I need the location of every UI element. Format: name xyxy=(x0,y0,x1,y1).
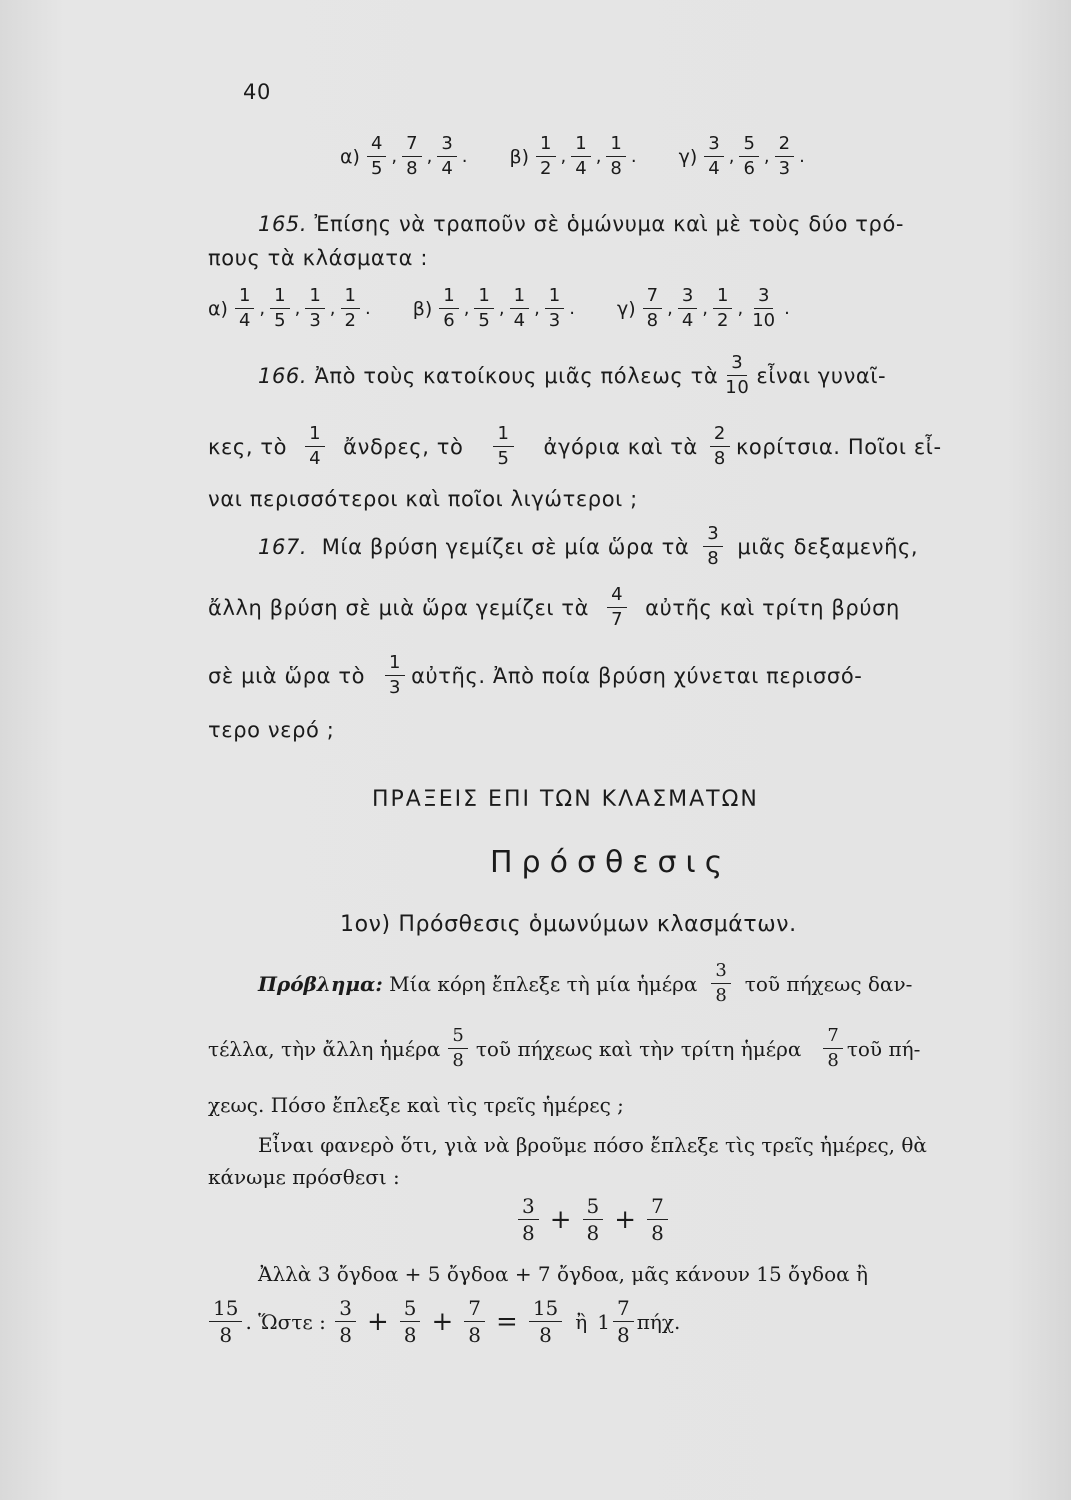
denominator: 5 xyxy=(497,448,510,469)
separator: , xyxy=(737,298,744,319)
exercise-165-line1 xyxy=(258,212,904,236)
fraction-group xyxy=(436,287,577,330)
exercise-number: 165. xyxy=(258,212,308,236)
numerator: 3 xyxy=(711,962,730,984)
numerator: 1 xyxy=(493,425,513,447)
exercise-167-line3 xyxy=(208,654,862,697)
fraction xyxy=(643,287,662,330)
denominator: 4 xyxy=(513,310,526,331)
denominator: 4 xyxy=(708,158,720,179)
separator: , xyxy=(426,146,433,167)
sum-expression xyxy=(515,1196,671,1243)
problem-label: Πρόβλημα: xyxy=(258,971,383,996)
label-beta: β) xyxy=(412,297,433,320)
exercise-166-line2 xyxy=(208,425,942,468)
fraction xyxy=(402,135,421,178)
denominator: 8 xyxy=(651,1221,664,1245)
problem-text: Μία κόρη ἔπλεξε τὴ μία ἡμέρα xyxy=(389,971,698,996)
denominator: 2 xyxy=(717,310,729,331)
fraction xyxy=(571,135,590,178)
denominator: 8 xyxy=(646,310,659,331)
numerator: 3 xyxy=(727,354,747,376)
fraction xyxy=(703,525,723,568)
exercise-text: Ἐπίσης νὰ τραποῦν σὲ ὁμώνυμα καὶ μὲ τοὺς δύο τρό- xyxy=(314,212,905,236)
fraction xyxy=(545,287,564,330)
fraction xyxy=(464,1298,485,1345)
section-heading: ΠΡΑΞΕΙΣ ΕΠΙ ΤΩΝ ΚΛΑΣΜΑΤΩΝ xyxy=(372,787,759,812)
exercise-text: ἀγόρια καὶ τὰ xyxy=(543,434,698,459)
numerator: 3 xyxy=(678,287,697,309)
numerator: 1 xyxy=(305,287,324,309)
equals-sign: = xyxy=(496,1306,518,1337)
label-beta: β) xyxy=(509,145,530,168)
fraction xyxy=(437,135,456,178)
problem-text: τοῦ πή- xyxy=(846,1036,921,1061)
fraction-group xyxy=(364,135,470,178)
problem-line1 xyxy=(258,962,912,1005)
fraction-group xyxy=(701,135,807,178)
denominator: 8 xyxy=(713,448,726,469)
exercise-text: αὐτῆς. Ἀπὸ ποία βρύση χύνεται περισσό- xyxy=(411,663,863,688)
fraction xyxy=(235,287,254,330)
numerator: 2 xyxy=(710,425,730,447)
denominator: 8 xyxy=(522,1221,535,1245)
fraction xyxy=(647,1196,668,1243)
numerator: 4 xyxy=(607,586,627,608)
denominator: 8 xyxy=(827,1050,839,1071)
fraction xyxy=(305,425,325,468)
numerator: 3 xyxy=(703,525,723,547)
exercise-text: ἄνδρες, τὸ xyxy=(343,434,464,459)
separator: , xyxy=(702,298,709,319)
denominator: 3 xyxy=(309,310,321,331)
label-alpha: α) xyxy=(340,145,360,168)
exercise-text: Μία βρύση γεμίζει σὲ μία ὥρα τὰ xyxy=(321,534,690,559)
or-word: ἢ xyxy=(575,1309,588,1334)
numerator: 3 xyxy=(754,287,773,309)
numerator: 7 xyxy=(823,1027,842,1049)
numerator: 1 xyxy=(536,135,555,157)
denominator: 8 xyxy=(339,1323,352,1347)
exercise-number: 167. xyxy=(258,534,308,559)
denominator: 5 xyxy=(478,310,490,331)
denominator: 4 xyxy=(309,448,322,469)
numerator: 7 xyxy=(643,287,662,309)
problem-text: . Ὥστε : xyxy=(245,1309,326,1334)
exercise-text: κορίτσια. Ποῖοι εἶ- xyxy=(735,434,942,459)
fraction xyxy=(536,135,555,178)
exercise-text: μιᾶς δεξαμενῆς, xyxy=(737,534,919,559)
fraction-line-165 xyxy=(208,287,792,330)
numerator: 1 xyxy=(713,287,732,309)
numerator: 1 xyxy=(545,287,564,309)
numerator: 1 xyxy=(270,287,289,309)
page-number: 40 xyxy=(243,80,271,104)
fraction xyxy=(529,1298,562,1345)
fraction xyxy=(713,287,732,330)
plus-sign: + xyxy=(366,1306,389,1337)
numerator: 5 xyxy=(400,1298,421,1322)
label-gamma: γ) xyxy=(678,145,698,168)
separator: . xyxy=(364,298,371,319)
denominator: 10 xyxy=(752,310,776,331)
denominator: 4 xyxy=(681,310,694,331)
exercise-text: Ἀπὸ τοὺς κατοίκους μιᾶς πόλεως τὰ xyxy=(314,363,719,388)
fraction xyxy=(613,1298,634,1345)
exercise-text: εἶναι γυναῖ- xyxy=(756,363,887,388)
fraction xyxy=(607,586,627,629)
denominator: 3 xyxy=(778,158,791,179)
numerator: 3 xyxy=(518,1196,539,1220)
denominator: 8 xyxy=(219,1323,233,1347)
fraction xyxy=(748,287,779,330)
whole-number: 1 xyxy=(597,1309,610,1334)
problem-line2 xyxy=(208,1027,920,1070)
separator: . xyxy=(799,146,805,167)
numerator: 1 xyxy=(341,287,360,309)
plus-sign: + xyxy=(431,1306,454,1337)
separator: , xyxy=(391,146,398,167)
numerator: 1 xyxy=(305,425,325,447)
denominator: 8 xyxy=(403,1323,417,1347)
separator: , xyxy=(463,298,470,319)
exercise-167-line1 xyxy=(258,525,918,568)
separator: . xyxy=(569,298,575,319)
separator: , xyxy=(667,298,673,319)
numerator: 7 xyxy=(464,1298,485,1322)
separator: , xyxy=(294,298,301,319)
fraction xyxy=(823,1027,842,1070)
numerator: 7 xyxy=(647,1196,668,1220)
exercise-text: κες, τὸ xyxy=(208,434,288,459)
fraction xyxy=(270,287,289,330)
plus-sign: + xyxy=(614,1204,637,1235)
fraction xyxy=(385,654,405,697)
separator: , xyxy=(595,146,602,167)
fraction xyxy=(678,287,697,330)
separator: . xyxy=(630,146,637,167)
denominator: 3 xyxy=(389,677,402,698)
denominator: 3 xyxy=(548,310,561,331)
result-line xyxy=(206,1298,680,1345)
fraction xyxy=(606,135,625,178)
fraction xyxy=(583,1196,604,1243)
fraction xyxy=(474,287,493,330)
denominator: 2 xyxy=(344,310,356,331)
problem-line3: χεως. Πόσο ἔπλεξε καὶ τὶς τρεῖς ἡμέρες ; xyxy=(208,1093,624,1117)
separator: , xyxy=(534,298,540,319)
denominator: 4 xyxy=(575,158,587,179)
label-gamma: γ) xyxy=(616,297,636,320)
denominator: 5 xyxy=(370,158,383,179)
numerator: 1 xyxy=(571,135,590,157)
numerator: 7 xyxy=(613,1298,634,1322)
denominator: 8 xyxy=(468,1323,482,1347)
numerator: 5 xyxy=(448,1027,467,1049)
denominator: 8 xyxy=(610,158,622,179)
separator: , xyxy=(259,298,266,319)
denominator: 4 xyxy=(441,158,453,179)
label-alpha: α) xyxy=(208,297,228,320)
fraction xyxy=(710,425,730,468)
exercise-number: 166. xyxy=(258,363,308,388)
numerator: 1 xyxy=(385,654,405,676)
fraction xyxy=(510,287,529,330)
fraction-group xyxy=(232,287,373,330)
exercise-text: σὲ μιὰ ὥρα τὸ xyxy=(208,663,366,688)
fraction xyxy=(775,135,794,178)
denominator: 5 xyxy=(274,310,286,331)
denominator: 8 xyxy=(586,1221,600,1245)
section-title: 1ον) Πρόσθεσις ὁμωνύμων κλασμάτων. xyxy=(340,912,797,937)
numerator: 1 xyxy=(606,135,625,157)
numerator: 4 xyxy=(367,135,386,157)
numerator: 3 xyxy=(704,135,723,157)
numerator: 5 xyxy=(739,135,758,157)
fraction xyxy=(335,1298,356,1345)
denominator: 8 xyxy=(539,1323,552,1347)
fraction xyxy=(448,1027,467,1070)
fraction-group xyxy=(640,287,792,330)
denominator: 8 xyxy=(452,1050,464,1071)
problem-text: τέλλα, τὴν ἄλλη ἡμέρα xyxy=(208,1036,441,1061)
numerator: 3 xyxy=(437,135,456,157)
exercise-167-line2 xyxy=(208,586,900,629)
numerator: 7 xyxy=(402,135,421,157)
problem-line5: κάνωμε πρόσθεσι : xyxy=(208,1165,400,1189)
unit-label: πήχ. xyxy=(636,1309,681,1334)
denominator: 4 xyxy=(238,310,251,331)
fraction xyxy=(518,1196,539,1243)
numerator: 1 xyxy=(510,287,529,309)
fraction xyxy=(400,1298,421,1345)
fraction xyxy=(305,287,324,330)
fraction xyxy=(739,135,758,178)
denominator: 8 xyxy=(406,158,418,179)
fraction xyxy=(341,287,360,330)
numerator: 1 xyxy=(474,287,493,309)
exercise-text: αὐτῆς καὶ τρίτη βρύση xyxy=(645,595,900,620)
separator: . xyxy=(784,298,790,319)
denominator: 8 xyxy=(715,985,727,1006)
numerator: 1 xyxy=(439,287,458,309)
numerator: 3 xyxy=(335,1298,356,1322)
denominator: 8 xyxy=(707,548,720,569)
numerator: 15 xyxy=(209,1298,242,1322)
numerator: 1 xyxy=(235,287,254,309)
denominator: 8 xyxy=(616,1323,630,1347)
separator: , xyxy=(329,298,336,319)
exercise-text: ἄλλη βρύση σὲ μιὰ ὥρα γεμίζει τὰ xyxy=(208,595,590,620)
denominator: 10 xyxy=(725,377,750,398)
exercise-166-line3: ναι περισσότεροι καὶ ποῖοι λιγώτεροι ; xyxy=(208,487,638,511)
subheading: Πρόσθεσις xyxy=(490,845,732,880)
fraction-line-1 xyxy=(340,135,807,178)
denominator: 6 xyxy=(743,158,755,179)
numerator: 15 xyxy=(529,1298,562,1322)
separator: , xyxy=(560,146,567,167)
separator: , xyxy=(728,146,735,167)
fraction-group xyxy=(533,135,639,178)
fraction xyxy=(704,135,723,178)
numerator: 5 xyxy=(583,1196,604,1220)
denominator: 7 xyxy=(611,609,624,630)
problem-text: τοῦ πήχεως καὶ τὴν τρίτη ἡμέρα xyxy=(475,1036,802,1061)
denominator: 6 xyxy=(443,310,455,331)
exercise-167-line4: τερο νερό ; xyxy=(208,718,335,742)
separator: , xyxy=(763,146,770,167)
exercise-165-line2: πους τὰ κλάσματα : xyxy=(208,246,429,270)
separator: , xyxy=(498,298,505,319)
problem-text: τοῦ πήχεως δαν- xyxy=(744,971,913,996)
fraction xyxy=(493,425,513,468)
numerator: 2 xyxy=(775,135,794,157)
problem-line4: Εἶναι φανερὸ ὅτι, γιὰ νὰ βροῦμε πόσο ἔπλεξε τὶς τρεῖς ἡμέρες, θὰ xyxy=(258,1133,927,1157)
fraction xyxy=(209,1298,242,1345)
fraction xyxy=(439,287,458,330)
plus-sign: + xyxy=(549,1204,572,1235)
denominator: 2 xyxy=(540,158,552,179)
fraction xyxy=(367,135,386,178)
fraction xyxy=(711,962,730,1005)
separator: . xyxy=(461,146,468,167)
fraction xyxy=(721,354,753,397)
problem-line6: Ἀλλὰ 3 ὄγδοα + 5 ὄγδοα + 7 ὄγδοα, μᾶς κάνουν 15 ὄγδοα ἢ xyxy=(258,1262,868,1286)
exercise-166-line1 xyxy=(258,354,886,397)
